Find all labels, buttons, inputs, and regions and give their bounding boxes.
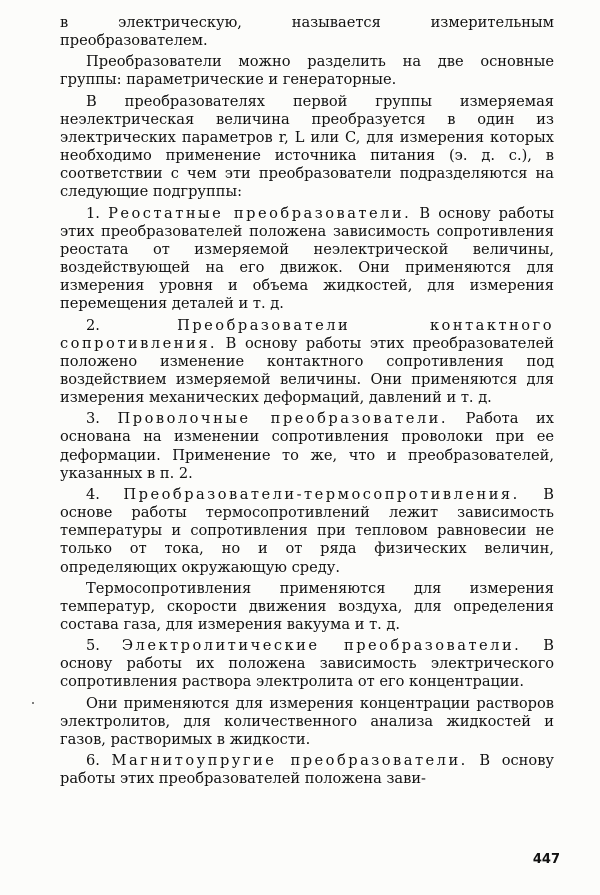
paragraph-2: Преобразователи можно разделить на две основные группы: параметрические и генераторные.	[60, 53, 554, 89]
paragraph-6: 3. Проволочные преобразователи. Работа их основана на изменении сопротивления проволоки при ее деформации. Применение то же, что и преобразователей, указанных в п. 2.	[60, 410, 554, 482]
print-speck	[32, 702, 34, 704]
paragraph-3: В преобразователях первой группы измеряемая неэлектрическая величина преобразуется в один из электрических параметров r, L или C, для измерения которых необходимо применение источника питания (э. д. с.), в соответствии с чем эти преобразователи подразделяются на следующие подгруппы:	[60, 92, 554, 201]
paragraph-8: Термосопротивления применяются для измерения температур, скорости движения воздуха, для определения состава газа, для измерения вакуума и т. д.	[60, 579, 554, 633]
paragraph-7: 4. Преобразователи-термосопротивления. В основе работы термосопротивлений лежит зависимость температуры и сопротивления при тепловом равновесии не только от тока, но и от ряда физических величин, определяющих окружающую среду.	[60, 485, 554, 576]
paragraph-11: 6. Магнитоупругие преобразователи. В основу работы этих преобразователей положена зави-	[60, 752, 554, 788]
page-number: 447	[532, 852, 560, 867]
paragraph-5: 2. Преобразователи контактного сопротивления. В основу работы этих преобразователей положено изменение контактного сопротивления под воздействием измеряемой величины. Они применяются для измерения механических деформаций, давлений и т. д.	[60, 316, 554, 407]
paragraph-1: в электрическую, называется измерительным преобразователем.	[60, 14, 554, 50]
paragraph-9: 5. Электролитические преобразователи. В основу работы их положена зависимость электрического сопротивления раствора электролита от его концентрации.	[60, 637, 554, 691]
paragraph-4: 1. Реостатные преобразователи. В основу работы этих преобразователей положена зависимость сопротивления реостата от измеряемой неэлектрической величины, воздействующей на его движок. Они применяются для измерения уровня и объема жидкостей, для измерения перемещения деталей и т. д.	[60, 204, 554, 313]
page-text	[60, 14, 554, 791]
paragraph-10: Они применяются для измерения концентрации растворов электролитов, для количественного анализа жидкостей и газов, растворимых в жидкости.	[60, 694, 554, 748]
